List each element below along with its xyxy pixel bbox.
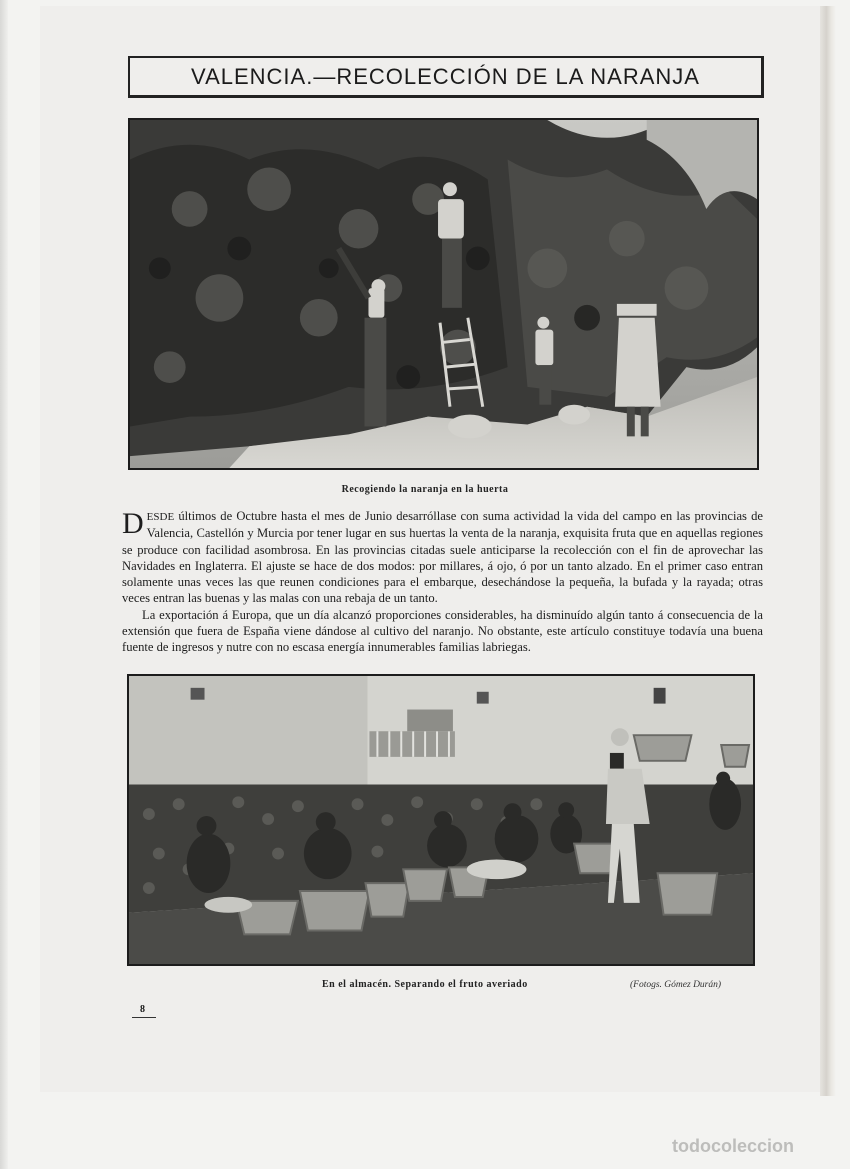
page-number: 8 — [140, 1004, 145, 1015]
harvest-photo-image — [130, 120, 757, 468]
harvest-photo-caption: Recogiendo la naranja en la huerta — [341, 484, 509, 495]
warehouse-photo-image — [129, 676, 753, 964]
scan-left-edge — [0, 0, 8, 1169]
lead-word: ESDE — [146, 511, 175, 523]
article-title — [128, 56, 764, 98]
article-paragraph-2: La exportación á Europa, que un día alcanzó proporciones considerables, ha disminuído algún tanto á consecuencia de la extensión que fuera de España viene dándose al cultivo del naranjo. No obstante, este artículo constituye todavía una buena fuente de ingresos y nutre con no escasa energía innumerables familias labriegas. — [122, 607, 763, 655]
paragraph-1-text: últimos de Octubre hasta el mes de Junio desarróllase con suma actividad la vida del campo en las provincias de Valencia, Castellón y Murcia por tener lugar en sus huertas la venta de la naranja, exquisita fruta que en aquellas regiones se produce con facilidad asombrosa. En las provincias citadas suele anticiparse la recolección con el fin de aprovechar las Navidades en Inglaterra. El ajuste se hace de dos modos: por millares, á ojo, ó por un tanto alzado. En el primer caso entran solamente unas veces las que reunen condiciones para el embarque, desechándose la pequeña, la bufada y la rayada; otras veces entran las buenas y las malas con una rebaja de un tanto. — [122, 509, 763, 606]
warehouse-photo — [127, 674, 755, 966]
page-torn-edge — [820, 6, 836, 1096]
harvest-photo — [128, 118, 759, 470]
article-body — [122, 508, 763, 656]
watermark-logo: todocoleccion — [672, 1136, 795, 1156]
warehouse-photo-caption: En el almacén. Separando el fruto averiado — [322, 979, 528, 990]
article-paragraph-1 — [122, 508, 763, 607]
drop-cap: D — [122, 507, 144, 540]
photo-credit: (Fotogs. Gómez Durán) — [630, 980, 722, 990]
article-title-text: VALENCIA.—RECOLECCIÓN DE LA NARANJA — [191, 63, 700, 89]
page-number-rule — [132, 1017, 156, 1018]
